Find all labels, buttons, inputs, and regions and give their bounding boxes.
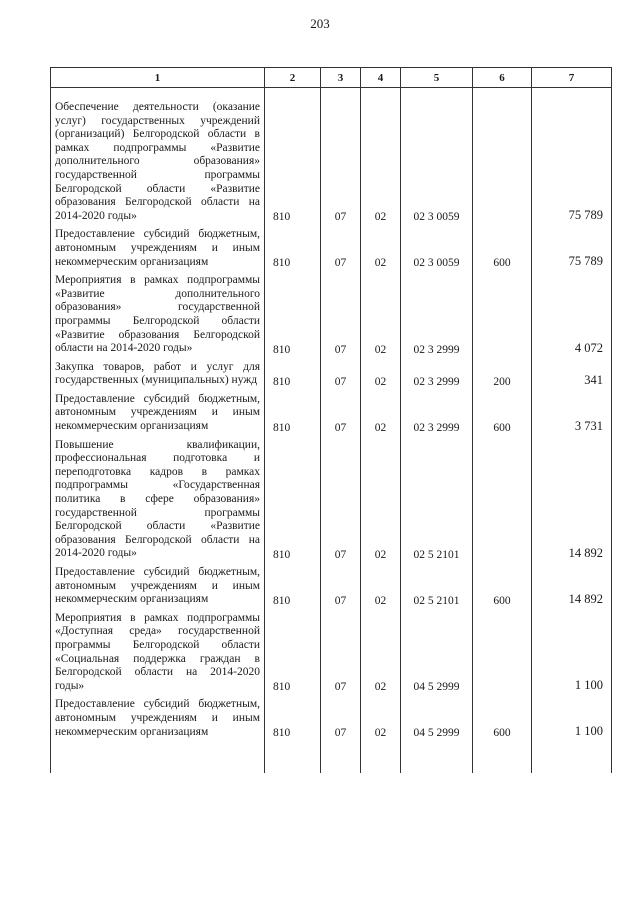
row-section: 07	[321, 437, 361, 564]
row-admin-code: 810	[265, 391, 321, 437]
row-section: 07	[321, 564, 361, 610]
row-expense-type: 600	[473, 564, 532, 610]
row-target-article: 02 3 0059	[401, 226, 473, 272]
column-header-7: 7	[532, 68, 612, 88]
column-header-3: 3	[321, 68, 361, 88]
row-section: 07	[321, 359, 361, 391]
row-admin-code: 810	[265, 226, 321, 272]
row-admin-code: 810	[265, 99, 321, 226]
row-subsection: 02	[361, 696, 401, 742]
budget-table	[50, 67, 612, 773]
row-admin-code: 810	[265, 272, 321, 359]
row-admin-code: 810	[265, 610, 321, 697]
row-section: 07	[321, 226, 361, 272]
row-target-article: 02 3 0059	[401, 99, 473, 226]
row-subsection: 02	[361, 272, 401, 359]
row-expense-type	[473, 272, 532, 359]
table-row	[51, 437, 612, 564]
table-row	[51, 99, 612, 226]
row-expense-type	[473, 99, 532, 226]
table-row	[51, 564, 612, 610]
row-subsection: 02	[361, 359, 401, 391]
row-amount: 14 892	[532, 564, 612, 610]
page-number: 203	[310, 16, 330, 31]
row-subsection: 02	[361, 564, 401, 610]
row-section: 07	[321, 696, 361, 742]
row-target-article: 02 3 2999	[401, 391, 473, 437]
row-expense-type	[473, 610, 532, 697]
row-description: Закупка товаров, работ и услуг для государственных (муниципальных) нужд	[51, 359, 265, 391]
row-target-article: 04 5 2999	[401, 610, 473, 697]
column-header-2: 2	[265, 68, 321, 88]
column-header-1: 1	[51, 68, 265, 88]
row-description: Предоставление субсидий бюджетным, автономным учреждениям и иным некоммерческим организациям	[51, 226, 265, 272]
row-amount: 341	[532, 359, 612, 391]
row-subsection: 02	[361, 610, 401, 697]
table-row	[51, 610, 612, 697]
row-subsection: 02	[361, 226, 401, 272]
table-row	[51, 272, 612, 359]
column-header-5: 5	[401, 68, 473, 88]
row-admin-code: 810	[265, 437, 321, 564]
row-subsection: 02	[361, 437, 401, 564]
row-description: Обеспечение деятельности (оказание услуг) государственных учреждений (организаций) Белгородской области в рамках подпрограммы «Развитие дополнительного образования» государственной программы Белгородской области «Развитие образования Белгородской области на 2014-2020 годы»	[51, 99, 265, 226]
row-description: Предоставление субсидий бюджетным, автономным учреждениям и иным некоммерческим организациям	[51, 391, 265, 437]
table-row	[51, 226, 612, 272]
row-description: Мероприятия в рамках подпрограммы «Доступная среда» государственной программы Белгородской области «Социальная поддержка граждан в Белгородской области на 2014-2020 годы»	[51, 610, 265, 697]
row-admin-code: 810	[265, 696, 321, 742]
row-target-article: 04 5 2999	[401, 696, 473, 742]
header-row	[51, 68, 612, 88]
row-expense-type: 600	[473, 226, 532, 272]
row-amount: 4 072	[532, 272, 612, 359]
row-description: Мероприятия в рамках подпрограммы «Развитие дополнительного образования» государственной программы Белгородской области «Развитие образования Белгородской области на 2014-2020 годы»	[51, 272, 265, 359]
row-amount: 3 731	[532, 391, 612, 437]
row-amount: 14 892	[532, 437, 612, 564]
row-amount: 1 100	[532, 696, 612, 742]
row-admin-code: 810	[265, 564, 321, 610]
row-target-article: 02 5 2101	[401, 564, 473, 610]
row-amount: 75 789	[532, 99, 612, 226]
column-header-4: 4	[361, 68, 401, 88]
row-section: 07	[321, 99, 361, 226]
row-expense-type: 600	[473, 696, 532, 742]
row-description: Повышение квалификации, профессиональная подготовка и переподготовка кадров в рамках подпрограммы «Государственная политика в сфере образования» государственной программы Белгородской области «Развитие образования Белгородской области на 2014-2020 годы»	[51, 437, 265, 564]
row-expense-type	[473, 437, 532, 564]
row-target-article: 02 5 2101	[401, 437, 473, 564]
row-expense-type: 600	[473, 391, 532, 437]
row-target-article: 02 3 2999	[401, 359, 473, 391]
row-amount: 75 789	[532, 226, 612, 272]
table-row	[51, 359, 612, 391]
table-spacer	[51, 88, 612, 100]
table-row	[51, 391, 612, 437]
row-target-article: 02 3 2999	[401, 272, 473, 359]
row-subsection: 02	[361, 391, 401, 437]
row-section: 07	[321, 272, 361, 359]
row-subsection: 02	[361, 99, 401, 226]
row-expense-type: 200	[473, 359, 532, 391]
table-row	[51, 696, 612, 742]
table-tail	[51, 742, 612, 773]
row-amount: 1 100	[532, 610, 612, 697]
row-section: 07	[321, 391, 361, 437]
row-admin-code: 810	[265, 359, 321, 391]
row-description: Предоставление субсидий бюджетным, автономным учреждениям и иным некоммерческим организациям	[51, 564, 265, 610]
column-header-6: 6	[473, 68, 532, 88]
row-section: 07	[321, 610, 361, 697]
row-description: Предоставление субсидий бюджетным, автономным учреждениям и иным некоммерческим организациям	[51, 696, 265, 742]
